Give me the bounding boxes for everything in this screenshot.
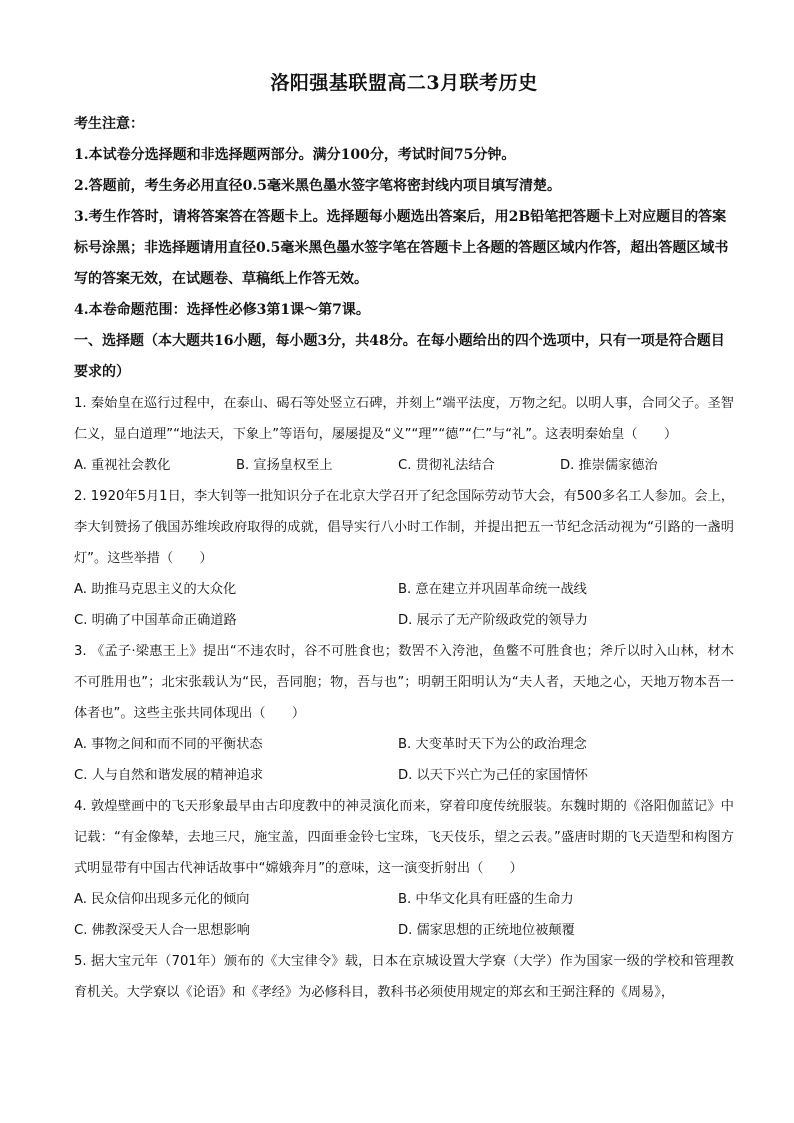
option: A. 重视社会教化 (74, 458, 171, 473)
notice-item: 2.答题前，考生务必用直径0.5毫米黑色墨水签字笔将密封线内项目填写清楚。 (74, 178, 561, 194)
question-stem: 2. 1920年5月1日，李大钊等一批知识分子在北京大学召开了纪念国际劳动节大会，有500多名工人参加。会上，李大钊赞扬了俄国苏维埃政府取得的成就，倡导实行八小时工作制，并提出把五一节纪念活动视为“引路的一盏明灯”。这些举措（ ） (74, 489, 734, 566)
section-heading: 一、选择题（本大题共16小题，每小题3分，共48分。在每小题给出的四个选项中，只有一项是符合题目要求的） (74, 333, 725, 380)
exam-page (74, 68, 734, 1008)
option: C. 佛教深受天人合一思想影响 (74, 923, 250, 938)
question-options (74, 729, 734, 791)
option: D. 推崇儒家德治 (560, 458, 658, 473)
question-stem: 3. 《孟子·梁惠王上》提出“不违农时，谷不可胜食也；数罟不入洿池，鱼鳖不可胜食也；斧斤以时入山林，材木不可胜用也”；北宋张载认为“民，吾同胞；物，吾与也”；明朝王阳明认为“夫人者，天地之心，天地万物本吾一体者也”。这些主张共同体现出（ ） (74, 644, 734, 721)
option: B. 中华文化具有旺盛的生命力 (398, 892, 574, 907)
notice-item: 1.本试卷分选择题和非选择题两部分。满分100分，考试时间75分钟。 (74, 147, 516, 163)
notice-item: 4.本卷命题范围：选择性必修3第1课～第7课。 (74, 302, 370, 318)
notice-item: 3.考生作答时，请将答案答在答题卡上。选择题每小题选出答案后，用2B铅笔把答题卡上对应题目的答案标号涂黑；非选择题请用直径0.5毫米黑色墨水签字笔在答题卡上各题的答题区域内作答，超出答题区域书写的答案无效，在试题卷、草稿纸上作答无效。 (74, 209, 729, 287)
question-options (74, 884, 734, 946)
option: C. 贯彻礼法结合 (398, 458, 495, 473)
option: A. 民众信仰出现多元化的倾向 (74, 892, 250, 907)
question-stem: 4. 敦煌壁画中的飞天形象最早由古印度教中的神灵演化而来，穿着印度传统服装。东魏时期的《洛阳伽蓝记》中记载：“有金像辇，去地三尺，施宝盖，四面垂金铃七宝珠，飞天伎乐，望之云表。”盛唐时期的飞天造型和构图方式明显带有中国古代神话故事中“嫦娥奔月”的意味，这一演变折射出（ ） (74, 799, 734, 876)
option: D. 儒家思想的正统地位被颠覆 (398, 923, 575, 938)
page-title: 洛阳强基联盟高二3月联考历史 (270, 72, 538, 94)
option: B. 宣扬皇权至上 (236, 458, 333, 473)
question-options (74, 574, 734, 636)
option: A. 助推马克思主义的大众化 (74, 582, 237, 597)
option: D. 展示了无产阶级政党的领导力 (398, 613, 588, 628)
question-options (74, 450, 734, 481)
question-stem: 5. 据大宝元年（701年）颁布的《大宝律令》载，日本在京城设置大学寮（大学）作为国家一级的学校和管理教育机关。大学寮以《论语》和《孝经》为必修科目，教科书必须使用规定的郑玄和王弼注释的《周易》， (74, 954, 734, 1000)
option: D. 以天下兴亡为己任的家国情怀 (398, 768, 588, 783)
option: A. 事物之间和而不同的平衡状态 (74, 737, 263, 752)
option: B. 意在建立并巩固革命统一战线 (398, 582, 587, 597)
notice-heading: 考生注意： (74, 116, 144, 132)
question-stem: 1. 秦始皇在巡行过程中，在泰山、碣石等处竖立石碑，并刻上“端平法度，万物之纪。以明人事，合同父子。圣智仁义，显白道理”“地法天，下象上”等语句，屡屡提及“义”“理”“德”“仁”与“礼”。这表明秦始皇（ ） (74, 396, 734, 442)
option: C. 明确了中国革命正确道路 (74, 613, 237, 628)
option: B. 大变革时天下为公的政治理念 (398, 737, 587, 752)
option: C. 人与自然和谐发展的精神追求 (74, 768, 264, 783)
